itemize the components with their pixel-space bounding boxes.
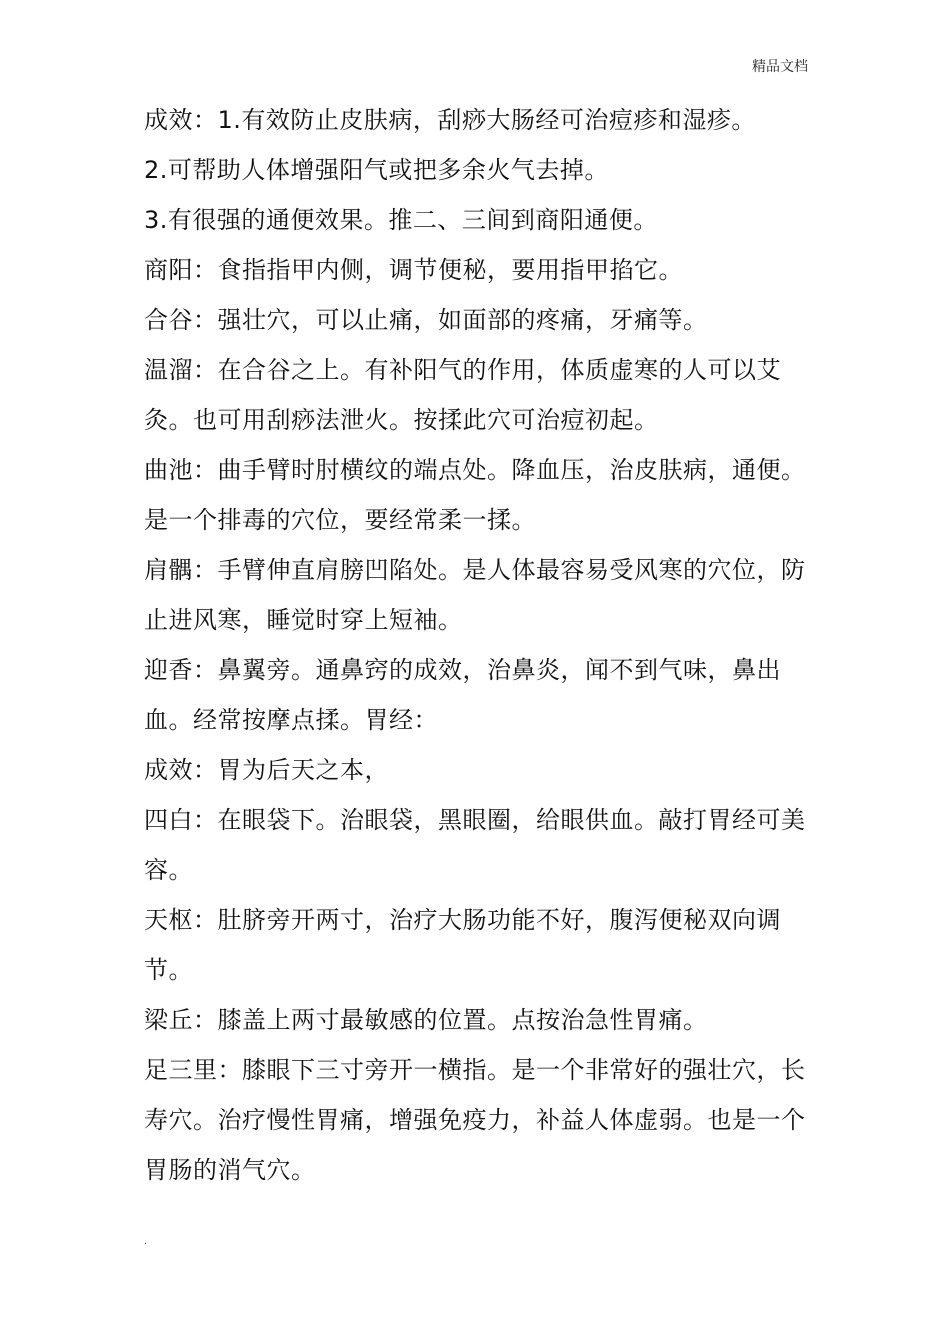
- paragraph-8: 肩髃：手臂伸直肩膀凹陷处。是人体最容易受风寒的穴位，防止进风寒，睡觉时穿上短袖。: [144, 556, 806, 634]
- document-body: [144, 95, 814, 1195]
- paragraph-3: 3.有很强的通便效果。推二、三间到商阳通便。: [144, 206, 658, 234]
- paragraph-9: 迎香：鼻翼旁。通鼻窍的成效，治鼻炎，闻不到气味，鼻出血。经常按摩点揉。胃经：: [144, 656, 781, 734]
- paragraph-10: 成效：胃为后天之本，: [144, 756, 389, 784]
- paragraph-12: 天枢：肚脐旁开两寸，治疗大肠功能不好，腹泻便秘双向调节。: [144, 906, 781, 984]
- paragraph-11: 四白：在眼袋下。治眼袋，黑眼圈，给眼供血。敲打胃经可美容。: [144, 806, 806, 884]
- paragraph-6: 温溜：在合谷之上。有补阳气的作用，体质虚寒的人可以艾灸。也可用刮痧法泄火。按揉此穴可治痘初起。: [144, 356, 781, 434]
- footer-mark: .: [144, 1236, 148, 1247]
- paragraph-13: 梁丘：膝盖上两寸最敏感的位置。点按治急性胃痛。: [144, 1006, 708, 1034]
- paragraph-2: 2.可帮助人体增强阳气或把多余火气去掉。: [144, 156, 609, 184]
- paragraph-5: 合谷：强壮穴，可以止痛，如面部的疼痛，牙痛等。: [144, 306, 708, 334]
- header-tag: 精品文档: [752, 59, 808, 75]
- paragraph-1: 成效：1.有效防止皮肤病，刮痧大肠经可治痘疹和湿疹。: [144, 106, 756, 134]
- paragraph-14: 足三里：膝眼下三寸旁开一横指。是一个非常好的强壮穴，长寿穴。治疗慢性胃痛，增强免疫力，补益人体虚弱。也是一个胃肠的消气穴。: [144, 1056, 806, 1184]
- paragraph-7: 曲池：曲手臂时肘横纹的端点处。降血压，治皮肤病，通便。是一个排毒的穴位，要经常柔一揉。: [144, 456, 806, 534]
- paragraph-4: 商阳：食指指甲内侧，调节便秘，要用指甲掐它。: [144, 256, 683, 284]
